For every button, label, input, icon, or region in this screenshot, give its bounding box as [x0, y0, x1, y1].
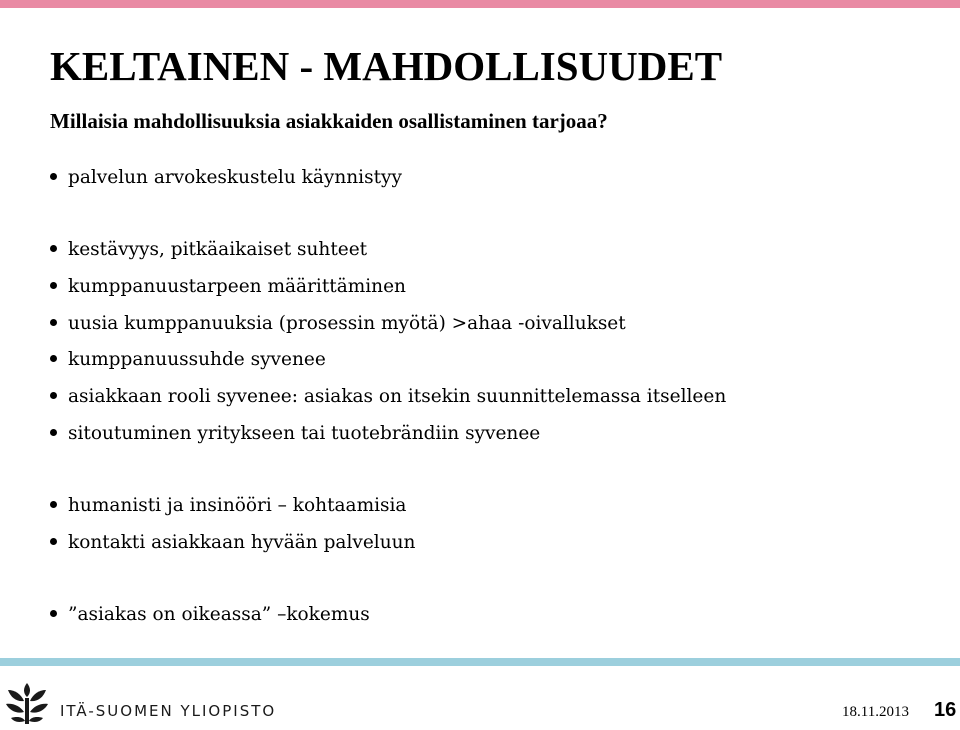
top-accent-bar	[0, 0, 960, 8]
bullet-dot-icon	[50, 245, 57, 252]
bullet-dot-icon	[50, 282, 57, 289]
slide-title: KELTAINEN - MAHDOLLISUUDET	[50, 43, 723, 89]
bullet-dot-icon	[50, 538, 57, 545]
bullet-item	[50, 271, 406, 303]
bullet-dot-icon	[50, 319, 57, 326]
bullet-dot-icon	[50, 355, 57, 362]
bullet-dot-icon	[50, 173, 57, 180]
bullet-dot-icon	[50, 501, 57, 508]
bullet-dot-icon	[50, 429, 57, 436]
page-number: 16	[934, 699, 957, 721]
bullet-item	[50, 308, 626, 340]
slide-subtitle: Millaisia mahdollisuuksia asiakkaiden osallistaminen tarjoaa?	[50, 109, 608, 133]
bullet-item	[50, 234, 367, 266]
bullet-text: kestävyys, pitkäaikaiset suhteet	[68, 239, 368, 260]
bullet-item	[50, 527, 415, 559]
bullet-text: asiakkaan rooli syvenee: asiakas on itsekin suunnittelemassa itselleen	[68, 386, 727, 407]
bullet-text: sitoutuminen yritykseen tai tuotebrändiin syvenee	[68, 423, 541, 444]
bullet-dot-icon	[50, 392, 57, 399]
bullet-text: kumppanuussuhde syvenee	[68, 349, 326, 370]
footer-accent-bar	[0, 658, 960, 666]
bullet-item	[50, 599, 370, 631]
bullet-text: kumppanuustarpeen määrittäminen	[68, 276, 406, 297]
bullet-item	[50, 381, 726, 413]
bullet-text: kontakti asiakkaan hyvään palveluun	[68, 532, 416, 553]
bullet-item	[50, 344, 326, 376]
bullet-dot-icon	[50, 610, 57, 617]
university-name: ITÄ-SUOMEN YLIOPISTO	[60, 702, 277, 720]
footer-date: 18.11.2013	[842, 704, 909, 720]
bullet-text: humanisti ja insinööri – kohtaamisia	[68, 495, 407, 516]
bullet-text: ”asiakas on oikeassa” –kokemus	[68, 604, 370, 625]
bullet-text: uusia kumppanuuksia (prosessin myötä) >ahaa -oivallukset	[68, 313, 626, 334]
bullet-text: palvelun arvokeskustelu käynnistyy	[68, 167, 402, 188]
bullet-item	[50, 490, 406, 522]
bullet-item	[50, 162, 402, 194]
bullet-item	[50, 418, 540, 450]
university-logo-icon	[4, 680, 50, 726]
